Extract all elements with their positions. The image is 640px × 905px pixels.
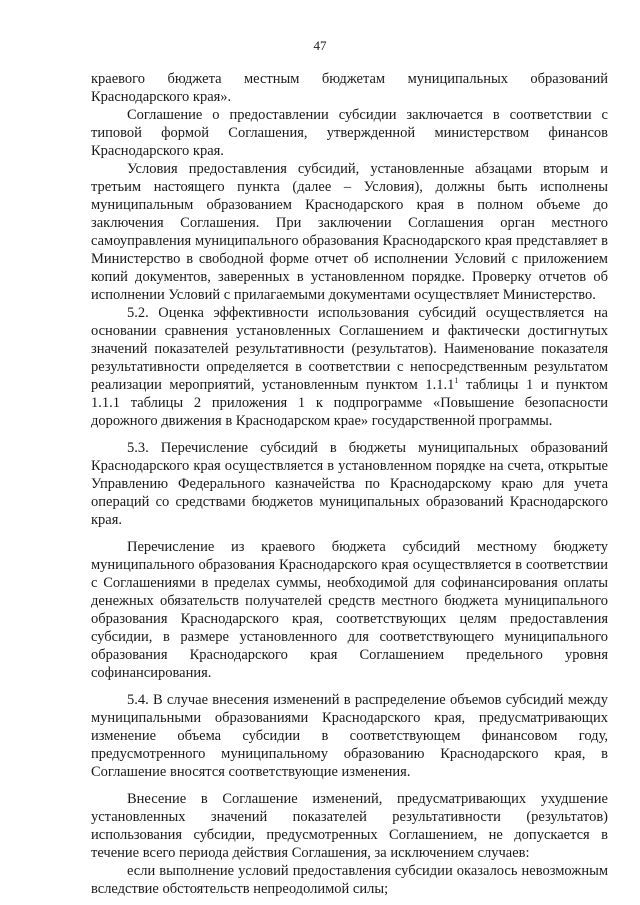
paragraph-5-2-efficiency (91, 304, 608, 430)
paragraph-5-3-transfer: 5.3. Перечисление субсидий в бюджеты муниципальных образований Краснодарского края осуществляется в установленном порядке на счета, открытые Управлению Федерального казначейства по Краснодарскому краю для учета операций со средствами бюджетов муниципальных образований Краснодарского края. (91, 440, 608, 528)
paragraph-5-2-text-rest: таблицы 1 и пунктом 1.1.1 таблицы 2 приложения 1 к подпрограмме «Повышение безопасности дорожного движения в Краснодарском крае» государственной программы. (91, 377, 608, 429)
paragraph-force-majeure: если выполнение условий предоставления субсидии оказалось невозможным вследствие обстоятельств непреодолимой силы; (91, 863, 608, 897)
paragraph-agreement-form: Соглашение о предоставлении субсидии заключается в соответствии с типовой формой Соглашения, утвержденной министерством финансов Краснодарского края. (91, 107, 608, 159)
page-number: 47 (313, 38, 327, 53)
footnote-marker: 1 (454, 376, 459, 385)
paragraph-continuation: краевого бюджета местным бюджетам муниципальных образований Краснодарского края». (91, 71, 608, 105)
paragraph-5-4-changes: 5.4. В случае внесения изменений в распределение объемов субсидий между муниципальными образованиями Краснодарского края, предусматривающих изменение объема субсидии в соответствующем финансовом году, предусмотренного муниципальному образованию Краснодарского края, в Соглашение вносятся соответствующие изменения. (91, 692, 608, 780)
paragraph-transfer-from-budget: Перечисление из краевого бюджета субсидий местному бюджету муниципального образования Краснодарского края осуществляется в соответствии с Соглашениями в пределах суммы, необходимой для софинансирования оплаты денежных обязательств получателей средств местного бюджета муниципального образования Краснодарского края, соответствующих целям предоставления субсидии, в размере установленного для соответствующего муниципального образования Краснодарского края Соглашением предельного уровня софинансирования. (91, 539, 608, 681)
paragraph-5-2-text: 5.2. Оценка эффективности использования субсидий осуществляется на основании сравнения установленных Соглашением и фактически достигнутых значений показателей результативности (результатов). Наименование показателя результативности определяется в соответствии с непосредственным результатом реализации мероприятий, установленным пунктом 1.1.1 (91, 305, 608, 393)
paragraph-amendments: Внесение в Соглашение изменений, предусматривающих ухудшение установленных значений показателей результативности (результатов) использования субсидии, предусмотренных Соглашением, не допускается в течение всего периода действия Соглашения, за исключением случаев: (91, 791, 608, 861)
document-body (91, 70, 608, 898)
paragraph-subsidy-conditions: Условия предоставления субсидий, установленные абзацами вторым и третьим настоящего пункта (далее – Условия), должны быть исполнены муниципальным образованием Краснодарского края в полном объеме до заключения Соглашения. При заключении Соглашения орган местного самоуправления муниципального образования Краснодарского края представляет в Министерство в свободной форме отчет об исполнении Условий с приложением копий документов, заверенных в установленном порядке. Проверку отчетов об исполнении Условий с прилагаемыми документами осуществляет Министерство. (91, 161, 608, 303)
